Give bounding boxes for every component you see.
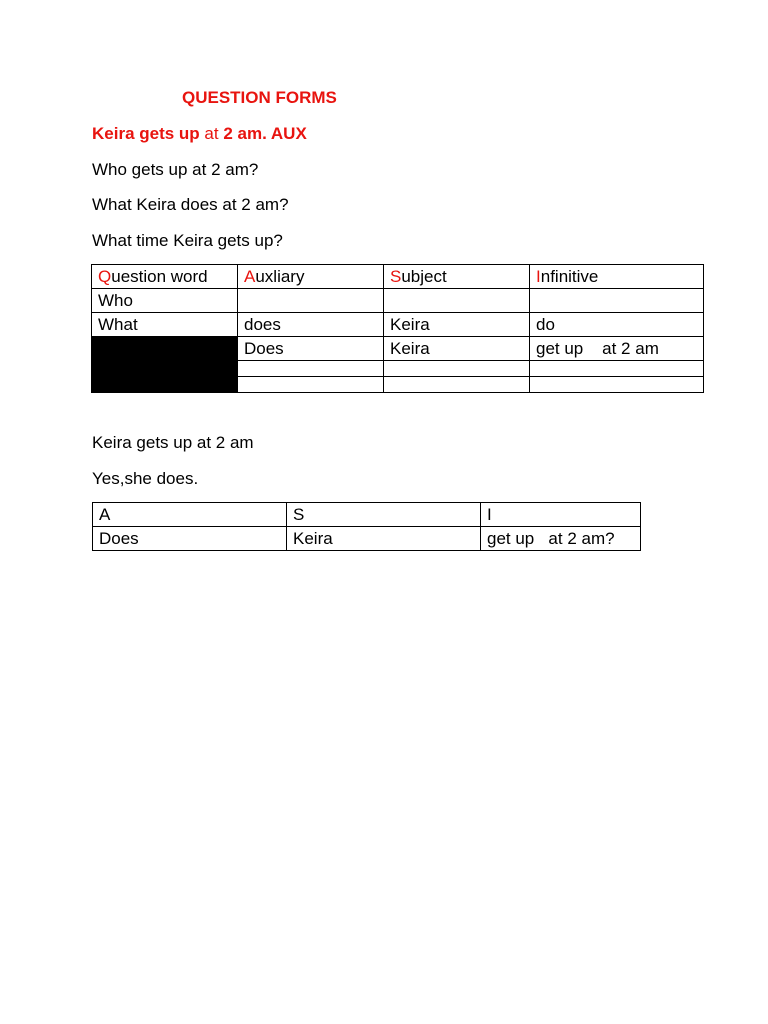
table-cell	[530, 289, 704, 313]
table-cell	[384, 377, 530, 393]
question-1: Who gets up at 2 am?	[92, 160, 259, 179]
header-auxiliary: Auxliary	[238, 265, 384, 289]
table-cell	[238, 361, 384, 377]
short-answer: Yes,she does.	[92, 469, 199, 488]
table-row	[92, 313, 704, 337]
table-row	[92, 289, 704, 313]
table-header-row	[92, 265, 704, 289]
example-time: 2 am. AUX	[223, 124, 307, 143]
table-cell	[238, 289, 384, 313]
example-sentence	[92, 124, 307, 144]
statement-sentence: Keira gets up at 2 am	[92, 433, 254, 452]
question-3: What time Keira gets up?	[92, 231, 283, 250]
table-cell	[530, 361, 704, 377]
table-cell	[384, 361, 530, 377]
table-cell: do	[530, 313, 704, 337]
table-cell: Keira	[384, 313, 530, 337]
table-row	[93, 527, 641, 551]
table-header-row	[93, 503, 641, 527]
header-subject: Subject	[384, 265, 530, 289]
table-cell	[384, 289, 530, 313]
header-i: I	[481, 503, 641, 527]
table-cell: Does	[93, 527, 287, 551]
header-infinitive: Infinitive	[530, 265, 704, 289]
page-title: QUESTION FORMS	[182, 88, 337, 107]
header-a: A	[93, 503, 287, 527]
table-cell: Keira	[287, 527, 481, 551]
example-preposition: at	[199, 124, 224, 143]
table-cell: Keira	[384, 337, 530, 361]
blacked-out-cell	[92, 337, 238, 393]
table-cell: What	[92, 313, 238, 337]
header-question-word: Question word	[92, 265, 238, 289]
question-word-table	[91, 264, 704, 393]
table-cell	[238, 377, 384, 393]
example-subject-verb: Keira gets up	[92, 124, 200, 143]
table-cell: Who	[92, 289, 238, 313]
question-2: What Keira does at 2 am?	[92, 195, 289, 214]
table-cell: get up at 2 am	[530, 337, 704, 361]
table-cell	[530, 377, 704, 393]
header-s: S	[287, 503, 481, 527]
table-cell: get up at 2 am?	[481, 527, 641, 551]
table-row	[92, 337, 704, 361]
asi-table	[92, 502, 641, 551]
table-cell: Does	[238, 337, 384, 361]
table-cell: does	[238, 313, 384, 337]
